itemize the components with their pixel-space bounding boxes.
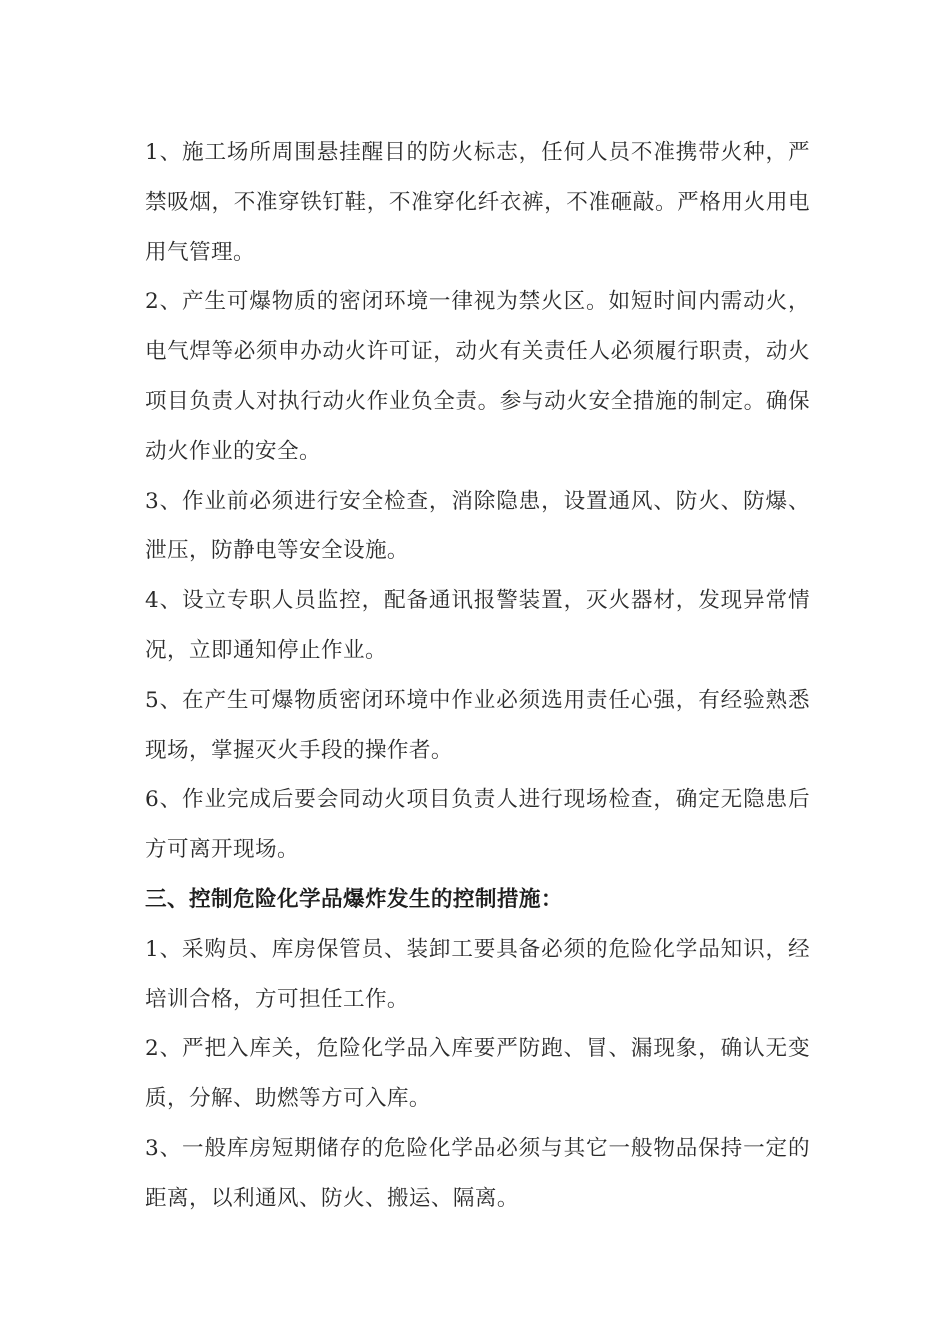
paragraph-5: 5、在产生可爆物质密闭环境中作业必须选用责任心强，有经验熟悉现场，掌握灭火手段的操作者。 <box>145 687 810 763</box>
paragraph-7: 1、采购员、库房保管员、装卸工要具备必须的危险化学品知识，经培训合格，方可担任工作。 <box>145 936 810 1012</box>
paragraph-3: 3、作业前必须进行安全检查，消除隐患，设置通风、防火、防爆、泄压，防静电等安全设施。 <box>145 488 810 564</box>
section-heading: 三、控制危险化学品爆炸发生的控制措施： <box>145 886 563 912</box>
paragraph-1: 1、施工场所周围悬挂醒目的防火标志，任何人员不准携带火种，严禁吸烟，不准穿铁钉鞋，不准穿化纤衣裤，不准砸敲。严格用火用电用气管理。 <box>145 140 810 265</box>
paragraph-8: 2、严把入库关，危险化学品入库要严防跑、冒、漏现象，确认无变质，分解、助燃等方可入库。 <box>145 1036 810 1112</box>
paragraph-4: 4、设立专职人员监控，配备通讯报警装置，灭火器材，发现异常情况，立即通知停止作业。 <box>145 588 810 663</box>
paragraph-9: 3、一般库房短期储存的危险化学品必须与其它一般物品保持一定的距离，以利通风、防火、搬运、隔离。 <box>145 1135 810 1211</box>
document-body <box>145 128 810 1224</box>
paragraph-2: 2、产生可爆物质的密闭环境一律视为禁火区。如短时间内需动火，电气焊等必须申办动火许可证，动火有关责任人必须履行职责，动火项目负责人对执行动火作业负全责。参与动火安全措施的制定。确保动火作业的安全。 <box>145 289 810 464</box>
paragraph-6: 6、作业完成后要会同动火项目负责人进行现场检查，确定无隐患后方可离开现场。 <box>145 787 810 863</box>
